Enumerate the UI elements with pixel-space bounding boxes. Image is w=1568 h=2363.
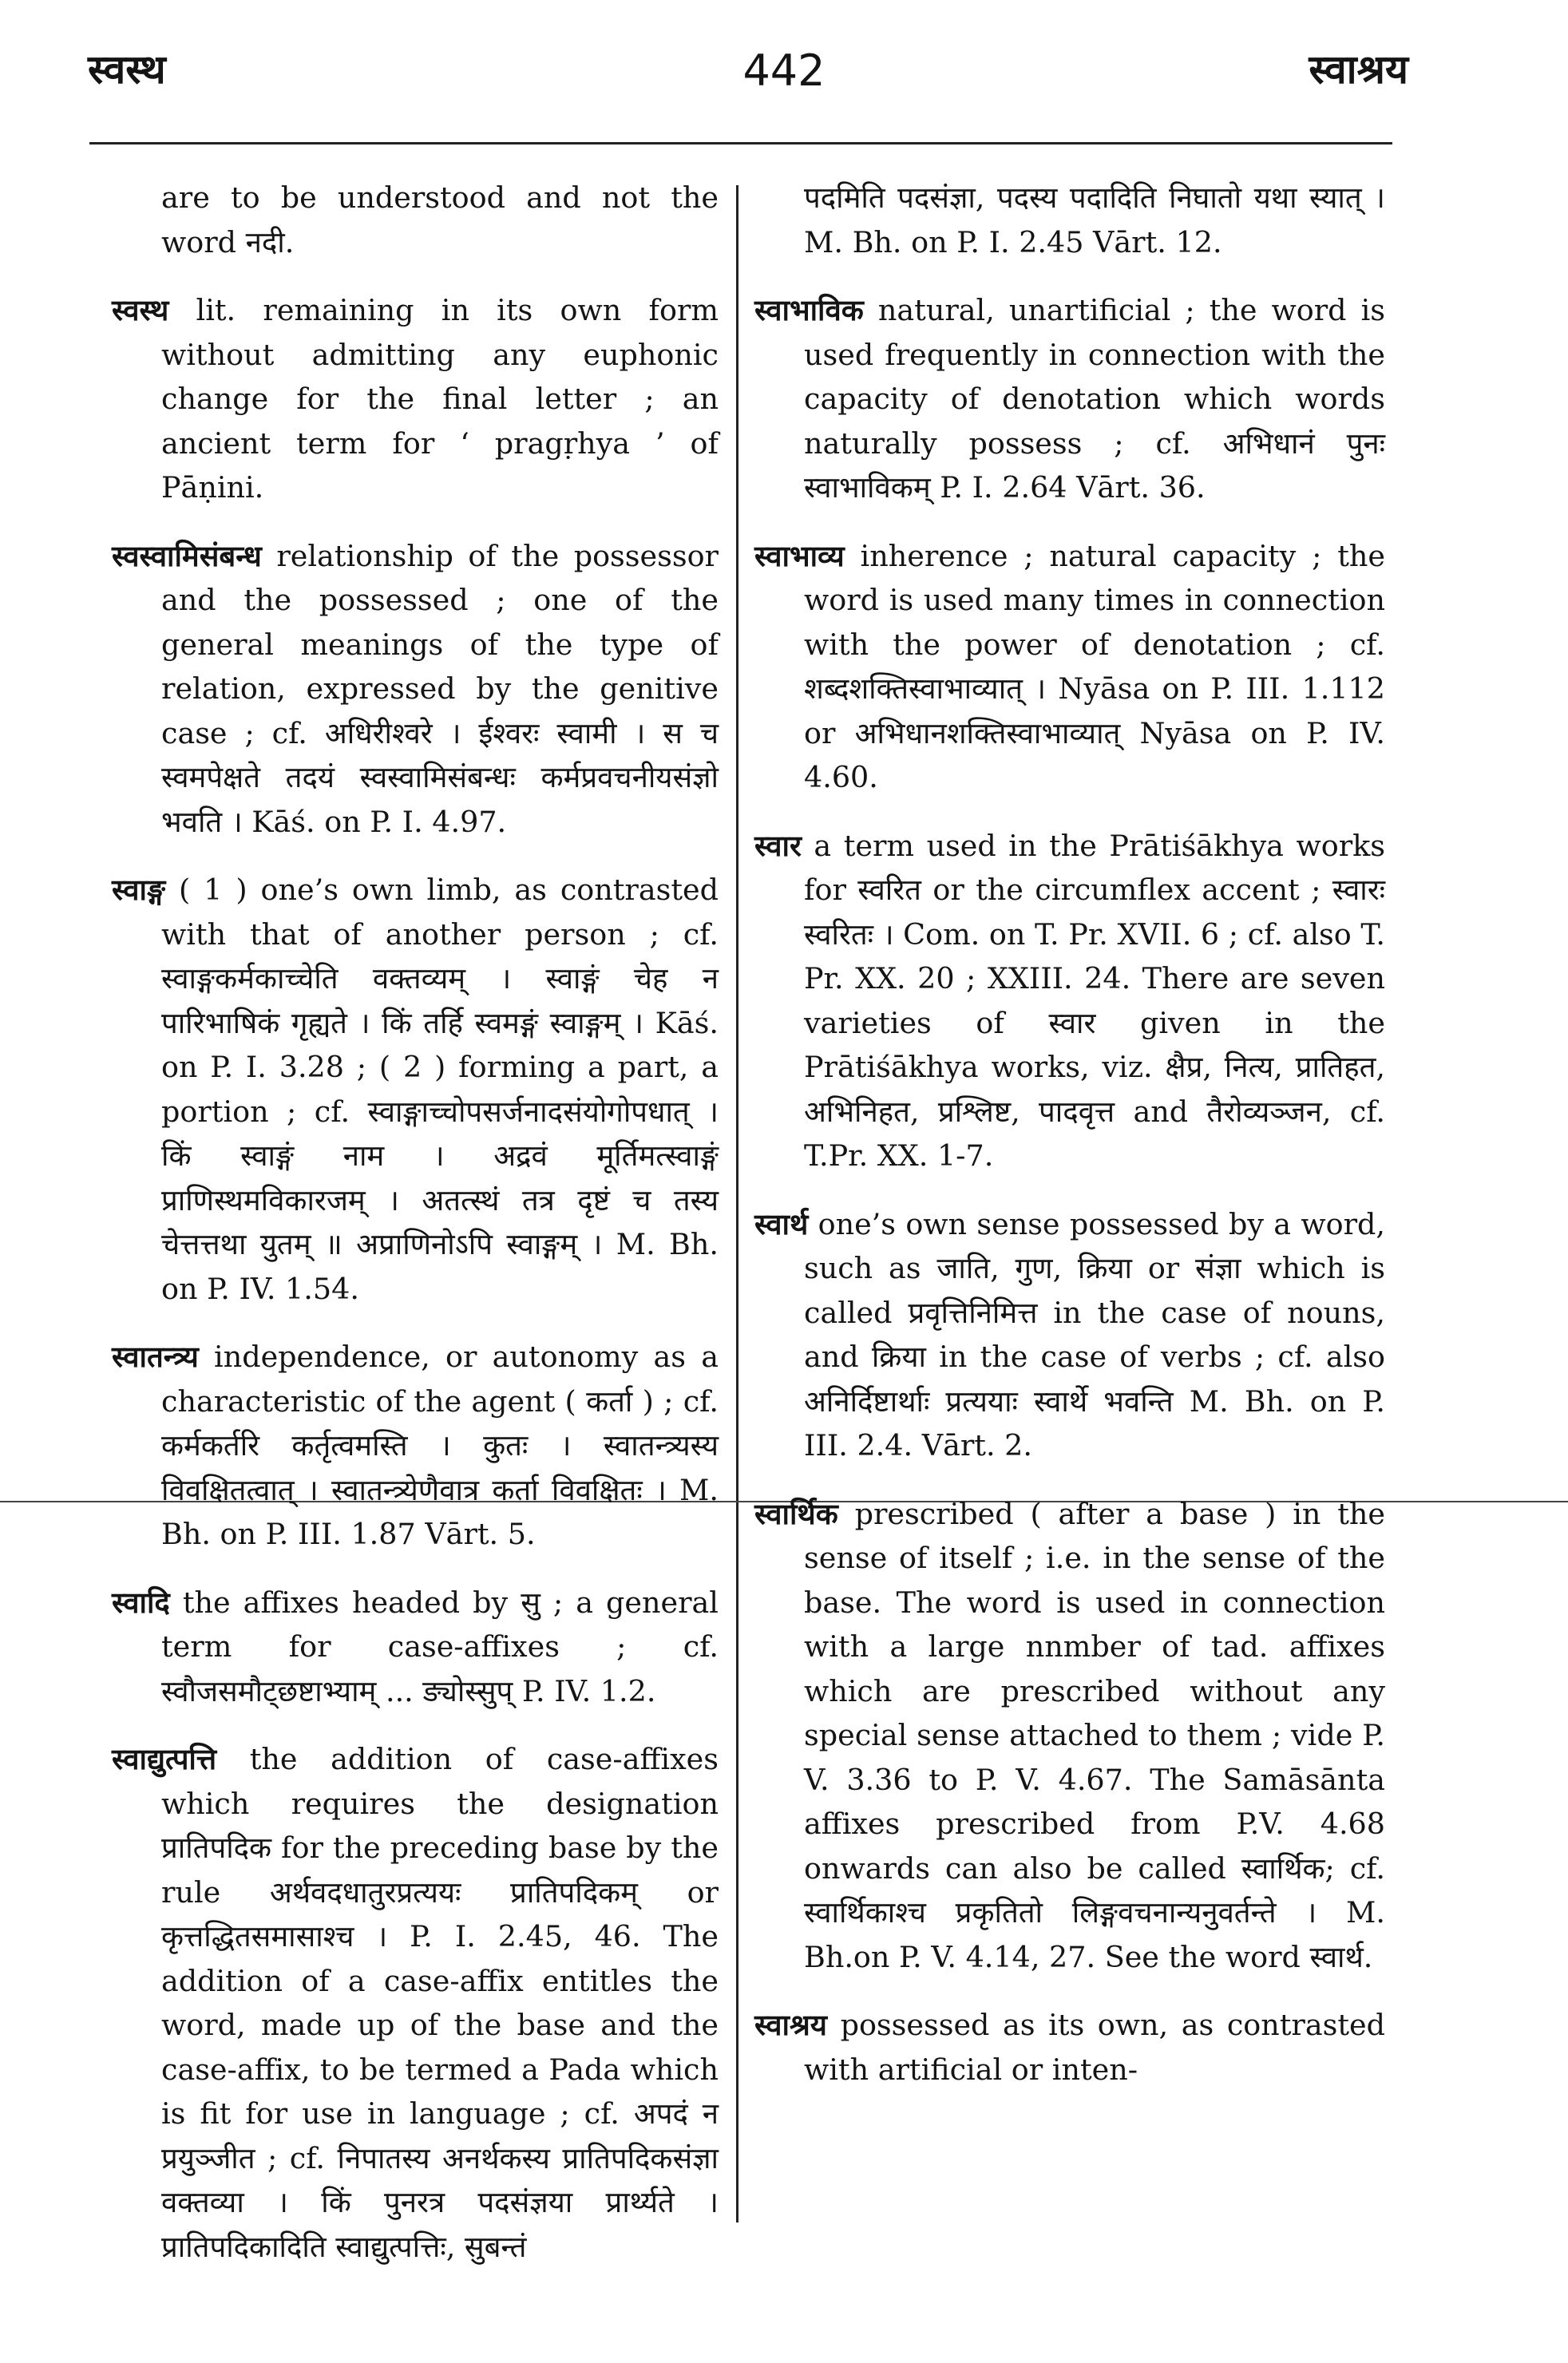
entry-text: natural, unartificial ; the word is used frequently in connection with the capacity of denotation which words naturally possess ; cf. अभिधानं पुनः स्वाभाविकम् P. I. 2.64 Vārt. 36. [804, 293, 1385, 505]
dictionary-entry [754, 176, 1385, 264]
right-column [754, 176, 1385, 2116]
dictionary-entry [112, 534, 719, 845]
entry-headword: स्वादि [112, 1585, 170, 1620]
entry-headword: स्वस्थ [112, 293, 169, 327]
entry-headword: स्वस्वामिसंबन्ध [112, 538, 262, 573]
entry-headword: स्वार [754, 828, 802, 863]
entry-text: a term used in the Prātiśākhya works for स्वरित or the circumflex accent ; स्वारः स्वरितः । Com. on T. Pr. XVII. 6 ; cf. also T. Pr. XX. 20 ; XXIII. 24. There are seven varieties of स्वार given in the Prātiśākhya works, viz. क्षैप्र, नित्य, प्रातिहत, अभिनिहत, प्रश्लिष्ट, पादवृत्त and तैरोव्यञ्जन, cf. T.Pr. XX. 1-7. [801, 828, 1385, 1173]
dictionary-entry [754, 534, 1385, 800]
dictionary-entry [112, 868, 719, 1311]
entry-headword: स्वार्थिक [754, 1496, 838, 1531]
left-column [112, 176, 719, 2293]
entry-text: are to be understood and not the word नदी. [161, 180, 719, 259]
entry-headword: स्वाद्युत्पत्ति [112, 1742, 217, 1776]
running-head-right: स्वाश्रय [1309, 46, 1408, 93]
entry-headword: स्वाभाव्य [754, 538, 845, 573]
entry-text: prescribed ( after a base ) in the sense of itself ; i.e. in the sense of the base. The word is used in connection with a large nnmber of tad. affixes which are prescribed without any special sense attached to them ; vide P. V. 3.36 to P. V. 4.67. The Samāsānta affixes prescribed from P.V. 4.68 onwards can also be called स्वार्थिक; cf. स्वार्थिकाश्च प्रकृतितो लिङ्गवचनान्यनुवर्तन्ते । M. Bh.on P. V. 4.14, 27. See the word स्वार्थ. [804, 1496, 1385, 1974]
column-divider [736, 185, 738, 2222]
dictionary-entry [112, 176, 719, 264]
dictionary-entry [112, 1737, 719, 2269]
dictionary-entry [754, 1202, 1385, 1468]
dictionary-entry [754, 824, 1385, 1178]
entry-text: the addition of case-affixes which requires the designation प्रातिपदिक for the preceding base by the rule अर्थवदधातुरप्रत्ययः प्रातिपदिकम् or कृत्तद्धितसमासाश्च । P. I. 2.45, 46. The addition of a case-affix entitles the word, made up of the base and the case-affix, to be termed a Pada which is fit for use in language ; cf. अपदं न प्रयुञ्जीत ; cf. निपातस्य अनर्थकस्य प्रातिपदिकसंज्ञा वक्तव्या । किं पुनरत्र पदसंज्ञया प्रार्थ्यते । प्रातिपदिकादिति स्वाद्युत्पत्तिः, सुबन्तं [161, 1742, 719, 2264]
entry-headword: स्वार्थ [754, 1206, 809, 1241]
entry-text: inherence ; natural capacity ; the word is used many times in connection with the power of denotation ; cf. शब्दशक्तिस्वाभाव्यात् । Nyāsa on P. III. 1.112 or अभिधानशक्तिस्वाभाव्यात् Nyāsa on P. IV. 4.60. [804, 538, 1385, 794]
entry-text: one’s own sense possessed by a word, such as जाति, गुण, क्रिया or संज्ञा which is called प्रवृत्तिनिमित्त in the case of nouns, and क्रिया in the case of verbs ; cf. also अनिर्दिष्टार्थाः प्रत्ययाः स्वार्थे भवन्ति M. Bh. on P. III. 2.4. Vārt. 2. [804, 1206, 1385, 1463]
entry-text: पदमिति पदसंज्ञा, पदस्य पदादिति निघातो यथा स्यात् । M. Bh. on P. I. 2.45 Vārt. 12. [804, 180, 1385, 259]
entry-text: possessed as its own, as contrasted with artificial or inten- [804, 2008, 1385, 2087]
dictionary-entry [112, 288, 719, 510]
entry-headword: स्वातन्त्र्य [112, 1340, 199, 1374]
entry-headword: स्वाश्रय [754, 2008, 827, 2042]
header-rule [89, 142, 1392, 144]
entry-headword: स्वाङ्ग [112, 873, 166, 907]
entry-text: lit. remaining in its own form without admitting any euphonic change for the final letter ; an ancient term for ‘ pragṛhya ’ of Pāṇini. [161, 293, 719, 505]
page-number: 442 [742, 46, 826, 96]
dictionary-entry [112, 1581, 719, 1714]
entry-text: independence, or autonomy as a characteristic of the agent ( कर्ता ) ; cf. कर्मकर्तरि कर्तृत्वमस्ति । कुतः । स्वातन्त्र्यस्य विवक्षितत्वात् । स्वातन्त्र्येणैवात्र कर्ता विवक्षितः । M. Bh. on P. III. 1.87 Vārt. 5. [161, 1340, 719, 1551]
entry-headword: स्वाभाविक [754, 293, 864, 327]
dictionary-entry [754, 288, 1385, 510]
dictionary-entry [754, 1492, 1385, 1980]
dictionary-entry [754, 2003, 1385, 2092]
dictionary-entry [112, 1335, 719, 1557]
entry-text: ( 1 ) one’s own limb, as contrasted with that of another person ; cf. स्वाङ्गकर्मकाच्चेति वक्तव्यम् । स्वाङ्गं चेह न पारिभाषिकं गृह्यते । किं तर्हि स्वमङ्गं स्वाङ्गम् । Kāś. on P. I. 3.28 ; ( 2 ) forming a part, a portion ; cf. स्वाङ्गाच्चोपसर्जनादसंयोगोपधात् । किं स्वाङ्गं नाम । अद्रवं मूर्तिमत्स्वाङ्गं प्राणिस्थमविकारजम् । अतत्स्थं तत्र दृष्टं च तस्य चेत्तत्तथा युतम् ॥ अप्राणिनोऽपि स्वाङ्गम् । M. Bh. on P. IV. 1.54. [161, 873, 719, 1306]
running-head-left: स्वस्थ [88, 46, 166, 93]
entry-text: the affixes headed by सु ; a general term for case-affixes ; cf. स्वौजसमौट्छष्टाभ्याम् ... ङ्योस्सुप् P. IV. 1.2. [161, 1585, 719, 1708]
entry-text: relationship of the possessor and the possessed ; one of the general meanings of the type of relation, expressed by the genitive case ; cf. अधिरीश्वरे । ईश्वरः स्वामी । स च स्वमपेक्षते तदयं स्वस्वामिसंबन्धः कर्मप्रवचनीयसंज्ञो भवति । Kāś. on P. I. 4.97. [161, 538, 719, 839]
